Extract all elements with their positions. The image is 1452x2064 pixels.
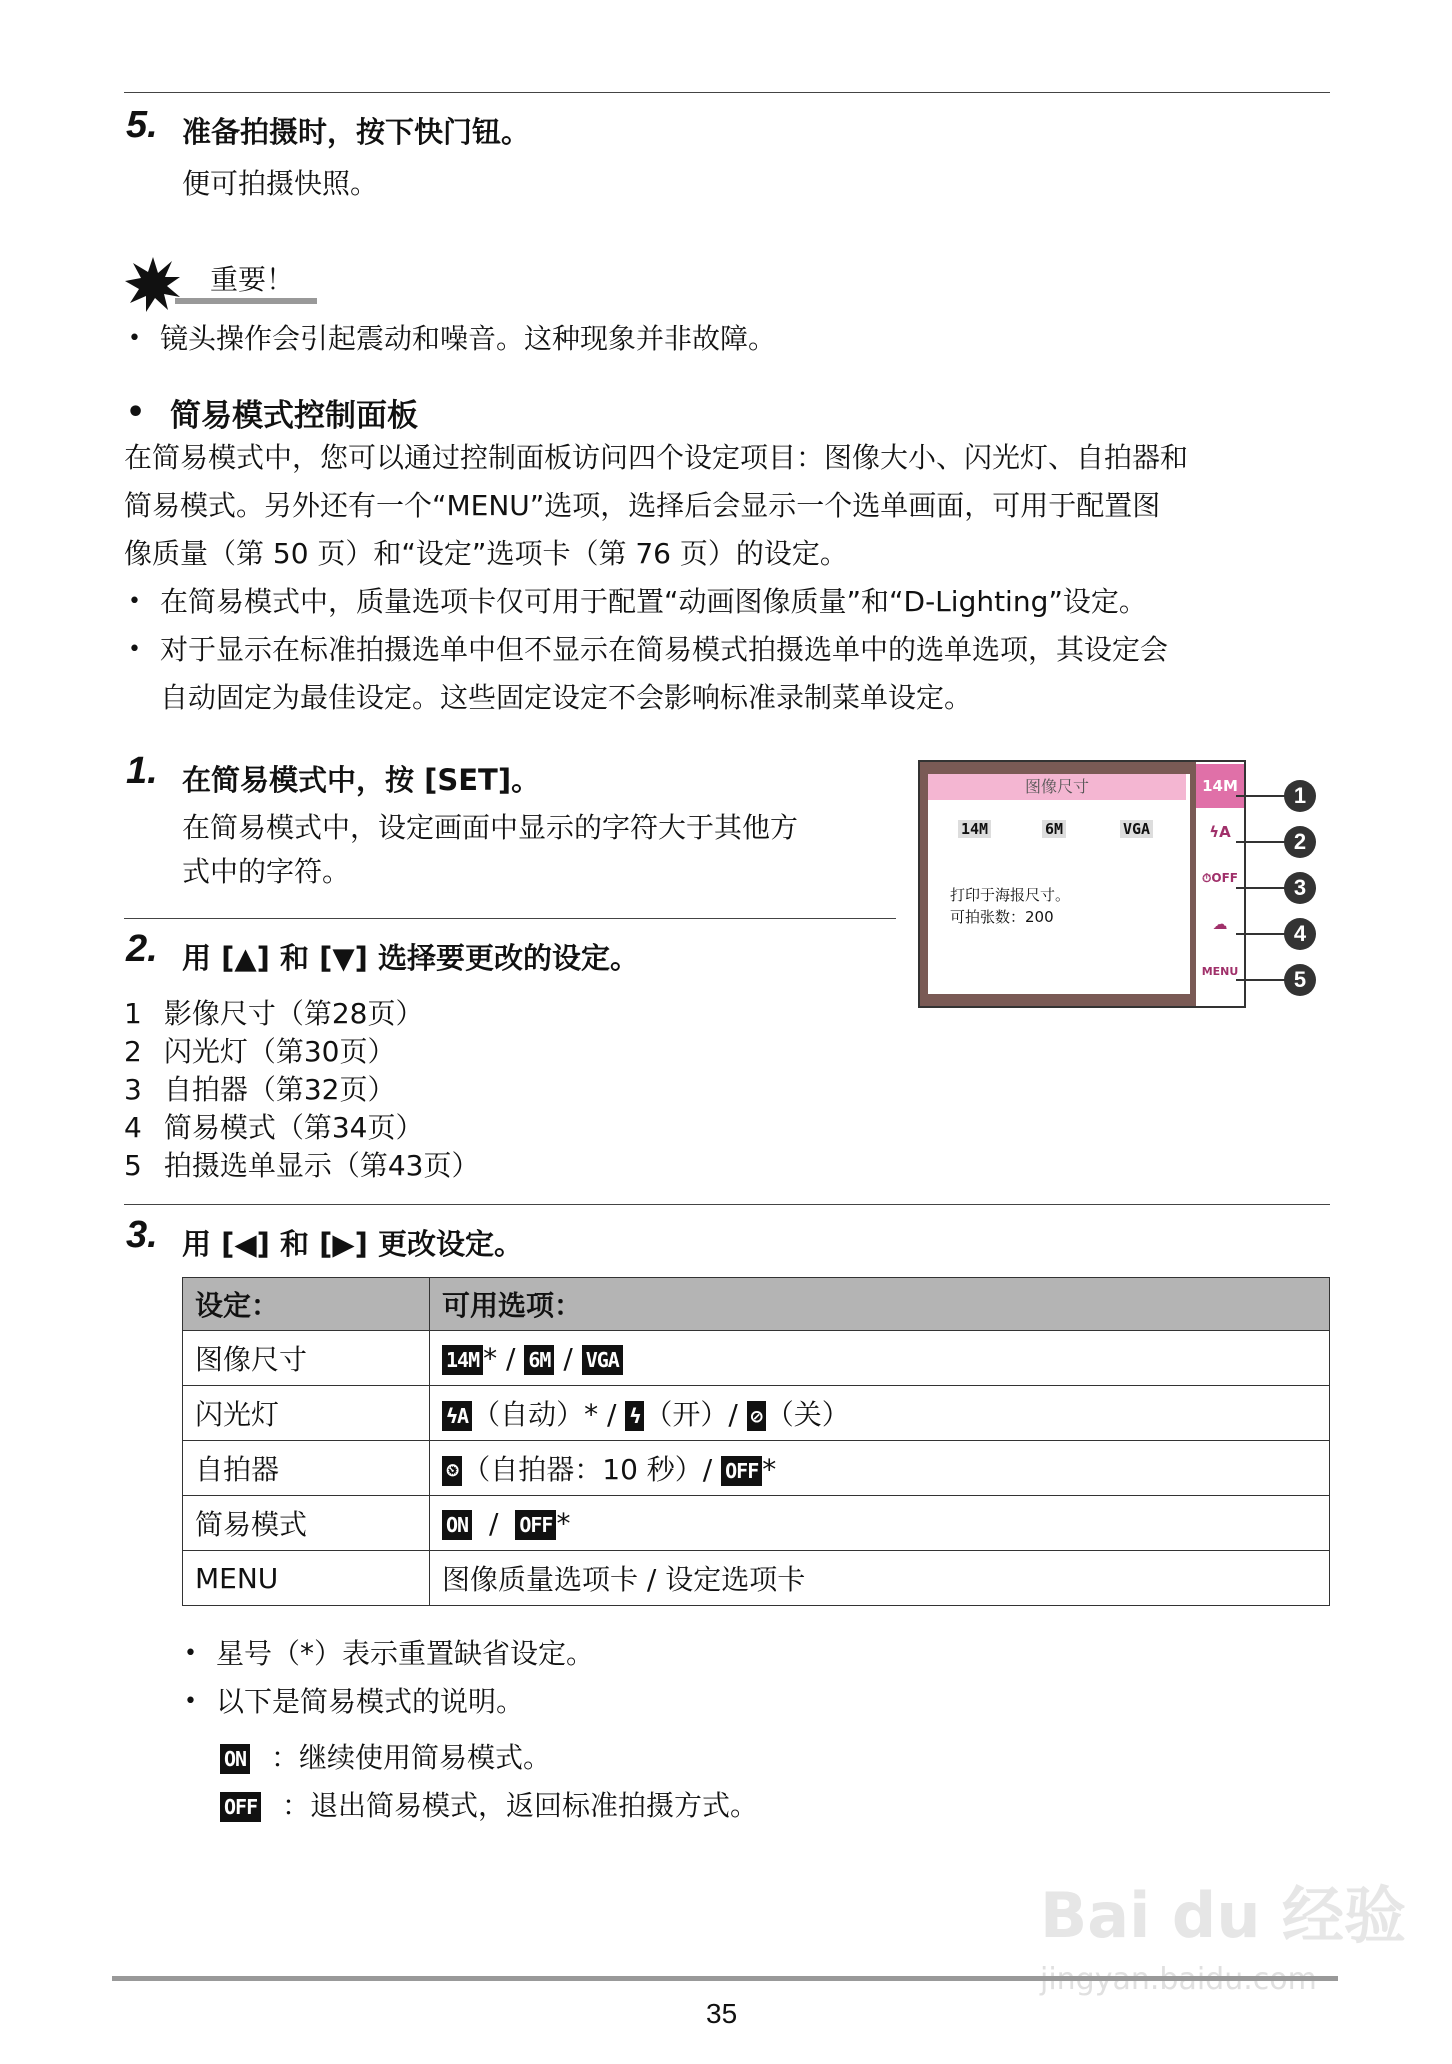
easy-off-icon: OFF bbox=[220, 1792, 261, 1822]
step3-number: 3. bbox=[126, 1214, 158, 1256]
flash-on-icon: ϟ bbox=[625, 1401, 644, 1431]
table-cell-options bbox=[430, 1496, 1330, 1551]
table-row bbox=[183, 1496, 1330, 1551]
camera-side-easy-icon: ☁ bbox=[1212, 915, 1228, 933]
step2-rule bbox=[124, 1204, 1330, 1205]
easy-on-icon: ON bbox=[220, 1744, 250, 1774]
table-row bbox=[183, 1386, 1330, 1441]
step2-item-2-text: 闪光灯（第30页） bbox=[163, 1035, 396, 1068]
table-cell-label: MENU bbox=[183, 1551, 430, 1606]
camera-size-6m: 6M bbox=[1042, 820, 1066, 838]
size-vga-icon: VGA bbox=[582, 1345, 623, 1375]
note-on-row bbox=[220, 1736, 551, 1776]
table-cell-label: 自拍器 bbox=[183, 1441, 430, 1496]
self-timer-text: （自拍器：10 秒）/ bbox=[462, 1453, 713, 1486]
step2-title: 用 [▲] 和 [▼] 选择要更改的设定。 bbox=[182, 941, 640, 975]
section-para-line1: 在简易模式中，您可以通过控制面板访问四个设定项目：图像大小、闪光灯、自拍器和 bbox=[124, 441, 1189, 474]
camera-screen bbox=[918, 760, 1246, 1008]
callout-4: 4 bbox=[1284, 918, 1316, 950]
camera-sidebar bbox=[1196, 762, 1244, 1006]
easy-off-icon: OFF bbox=[515, 1510, 556, 1540]
table-cell-label: 图像尺寸 bbox=[183, 1331, 430, 1386]
size-6m-icon: 6M bbox=[524, 1345, 554, 1375]
section-para-line3: 像质量（第 50 页）和“设定”选项卡（第 76 页）的设定。 bbox=[124, 537, 848, 570]
callout-line-2 bbox=[1236, 841, 1288, 843]
step2-item-4-num: 4 bbox=[124, 1111, 142, 1144]
flash-auto-text: （自动）* / bbox=[472, 1398, 617, 1431]
callout-2: 2 bbox=[1284, 826, 1316, 858]
table-cell-options bbox=[430, 1386, 1330, 1441]
section-bullet-2: • 对于显示在标准拍摄选单中但不显示在简易模式拍摄选单中的选单选项，其设定会 自动固定为最佳设定。这些固定设定不会影响标准录制菜单设定。 bbox=[128, 626, 1328, 722]
table-cell-options bbox=[430, 1441, 1330, 1496]
camera-side-flash-icon: ϟA bbox=[1209, 823, 1231, 841]
table-row bbox=[183, 1551, 1330, 1606]
step1-rule bbox=[124, 918, 896, 919]
section-heading: 简易模式控制面板 bbox=[170, 398, 418, 434]
camera-side-size-icon: 14M bbox=[1196, 764, 1244, 808]
callout-5: 5 bbox=[1284, 964, 1316, 996]
important-bullet-text: 镜头操作会引起震动和噪音。这种现象并非故障。 bbox=[160, 322, 777, 355]
flash-auto-icon: ϟA bbox=[442, 1401, 472, 1431]
settings-table bbox=[182, 1277, 1330, 1606]
camera-size-14m: 14M bbox=[958, 820, 991, 838]
step2-item-2-num: 2 bbox=[124, 1035, 142, 1068]
size-14m-icon: 14M bbox=[442, 1345, 483, 1375]
step5-desc: 便可拍摄快照。 bbox=[182, 167, 379, 200]
camera-info-2: 可拍张数：200 bbox=[950, 908, 1054, 926]
table-row bbox=[183, 1331, 1330, 1386]
table-cell-options bbox=[430, 1331, 1330, 1386]
table-header-options: 可用选项： bbox=[430, 1278, 1330, 1331]
camera-header: 图像尺寸 bbox=[928, 774, 1186, 800]
callout-1: 1 bbox=[1284, 780, 1316, 812]
step2-item-2 bbox=[124, 1030, 395, 1070]
step5-title: 准备拍摄时，按下快门钮。 bbox=[182, 115, 531, 149]
section-bullet-2-line2: 自动固定为最佳设定。这些固定设定不会影响标准录制菜单设定。 bbox=[160, 681, 973, 714]
step2-item-4 bbox=[124, 1106, 423, 1146]
camera-side-timer-icon: ⏱OFF bbox=[1202, 871, 1238, 885]
camera-size-vga: VGA bbox=[1120, 820, 1153, 838]
table-row bbox=[183, 1441, 1330, 1496]
self-timer-icon: ⏲ bbox=[442, 1456, 462, 1486]
flash-off-icon: ⊘ bbox=[747, 1401, 766, 1431]
step1-desc-line2: 式中的字符。 bbox=[182, 855, 351, 888]
timer-off-icon: OFF bbox=[721, 1456, 762, 1486]
step2-item-3-num: 3 bbox=[124, 1073, 142, 1106]
flash-off-text: （关） bbox=[765, 1398, 850, 1431]
separator: / bbox=[506, 1341, 516, 1375]
important-underline bbox=[175, 298, 317, 304]
note-off-text: ：退出简易模式，返回标准拍摄方式。 bbox=[282, 1789, 759, 1822]
separator: / bbox=[563, 1341, 573, 1375]
page-number: 35 bbox=[706, 1998, 738, 2029]
step2-item-5 bbox=[124, 1144, 479, 1184]
callout-3: 3 bbox=[1284, 872, 1316, 904]
callout-line-3 bbox=[1236, 887, 1288, 889]
easy-on-icon: ON bbox=[442, 1510, 472, 1540]
default-star: * bbox=[556, 1506, 571, 1540]
footer-rule bbox=[112, 1976, 1338, 1981]
table-cell-label: 简易模式 bbox=[183, 1496, 430, 1551]
default-star: * bbox=[762, 1453, 777, 1486]
note-on-text: ：继续使用简易模式。 bbox=[271, 1741, 552, 1774]
step2-item-1 bbox=[124, 992, 423, 1032]
separator: / bbox=[489, 1506, 499, 1540]
table-cell-label: 闪光灯 bbox=[183, 1386, 430, 1441]
step1-desc-line1: 在简易模式中，设定画面中显示的字符大于其他方 bbox=[182, 811, 799, 844]
step2-item-4-text: 简易模式（第34页） bbox=[163, 1111, 424, 1144]
table-header-setting: 设定： bbox=[183, 1278, 430, 1331]
step2-item-1-text: 影像尺寸（第28页） bbox=[163, 997, 424, 1030]
table-header-row bbox=[183, 1278, 1330, 1331]
important-label: 重要！ bbox=[210, 263, 295, 296]
watermark-logo: Bai du 经验 bbox=[1040, 1879, 1407, 1952]
camera-info-1: 打印于海报尺寸。 bbox=[950, 886, 1071, 904]
step2-item-3 bbox=[124, 1068, 395, 1108]
step1-title: 在简易模式中，按 [SET]。 bbox=[182, 763, 541, 797]
note-bullet-2-text: 以下是简易模式的说明。 bbox=[216, 1685, 525, 1718]
top-rule bbox=[124, 92, 1330, 93]
important-burst-icon bbox=[124, 255, 182, 313]
step2-item-3-text: 自拍器（第32页） bbox=[163, 1073, 396, 1106]
callout-line-4 bbox=[1236, 933, 1288, 935]
step2-item-5-text: 拍摄选单显示（第43页） bbox=[163, 1149, 480, 1182]
note-bullet-1-text: 星号（*）表示重置缺省设定。 bbox=[216, 1637, 595, 1670]
step2-item-1-num: 1 bbox=[124, 997, 142, 1030]
note-off-row bbox=[220, 1784, 758, 1824]
step5-number: 5. bbox=[126, 104, 158, 146]
default-star: * bbox=[483, 1341, 498, 1375]
step1-number: 1. bbox=[126, 750, 158, 792]
section-para-line2: 简易模式。另外还有一个“MENU”选项，选择后会显示一个选单画面，可用于配置图 bbox=[124, 489, 1161, 522]
step2-number: 2. bbox=[126, 928, 158, 970]
section-bullet: • bbox=[126, 395, 146, 430]
camera-side-menu-icon: MENU bbox=[1201, 965, 1239, 978]
callout-line-1 bbox=[1236, 795, 1288, 797]
flash-on-text: （开）/ bbox=[644, 1398, 738, 1431]
step3-title: 用 [◀] 和 [▶] 更改设定。 bbox=[182, 1227, 524, 1261]
section-bullet-1-text: 在简易模式中，质量选项卡仅可用于配置“动画图像质量”和“D-Lighting”设定。 bbox=[160, 585, 1147, 618]
table-cell-options: 图像质量选项卡 / 设定选项卡 bbox=[430, 1551, 1330, 1606]
callout-line-5 bbox=[1236, 979, 1288, 981]
step2-item-5-num: 5 bbox=[124, 1149, 142, 1182]
section-bullet-2-line1: 对于显示在标准拍摄选单中但不显示在简易模式拍摄选单中的选单选项，其设定会 bbox=[160, 633, 1169, 666]
